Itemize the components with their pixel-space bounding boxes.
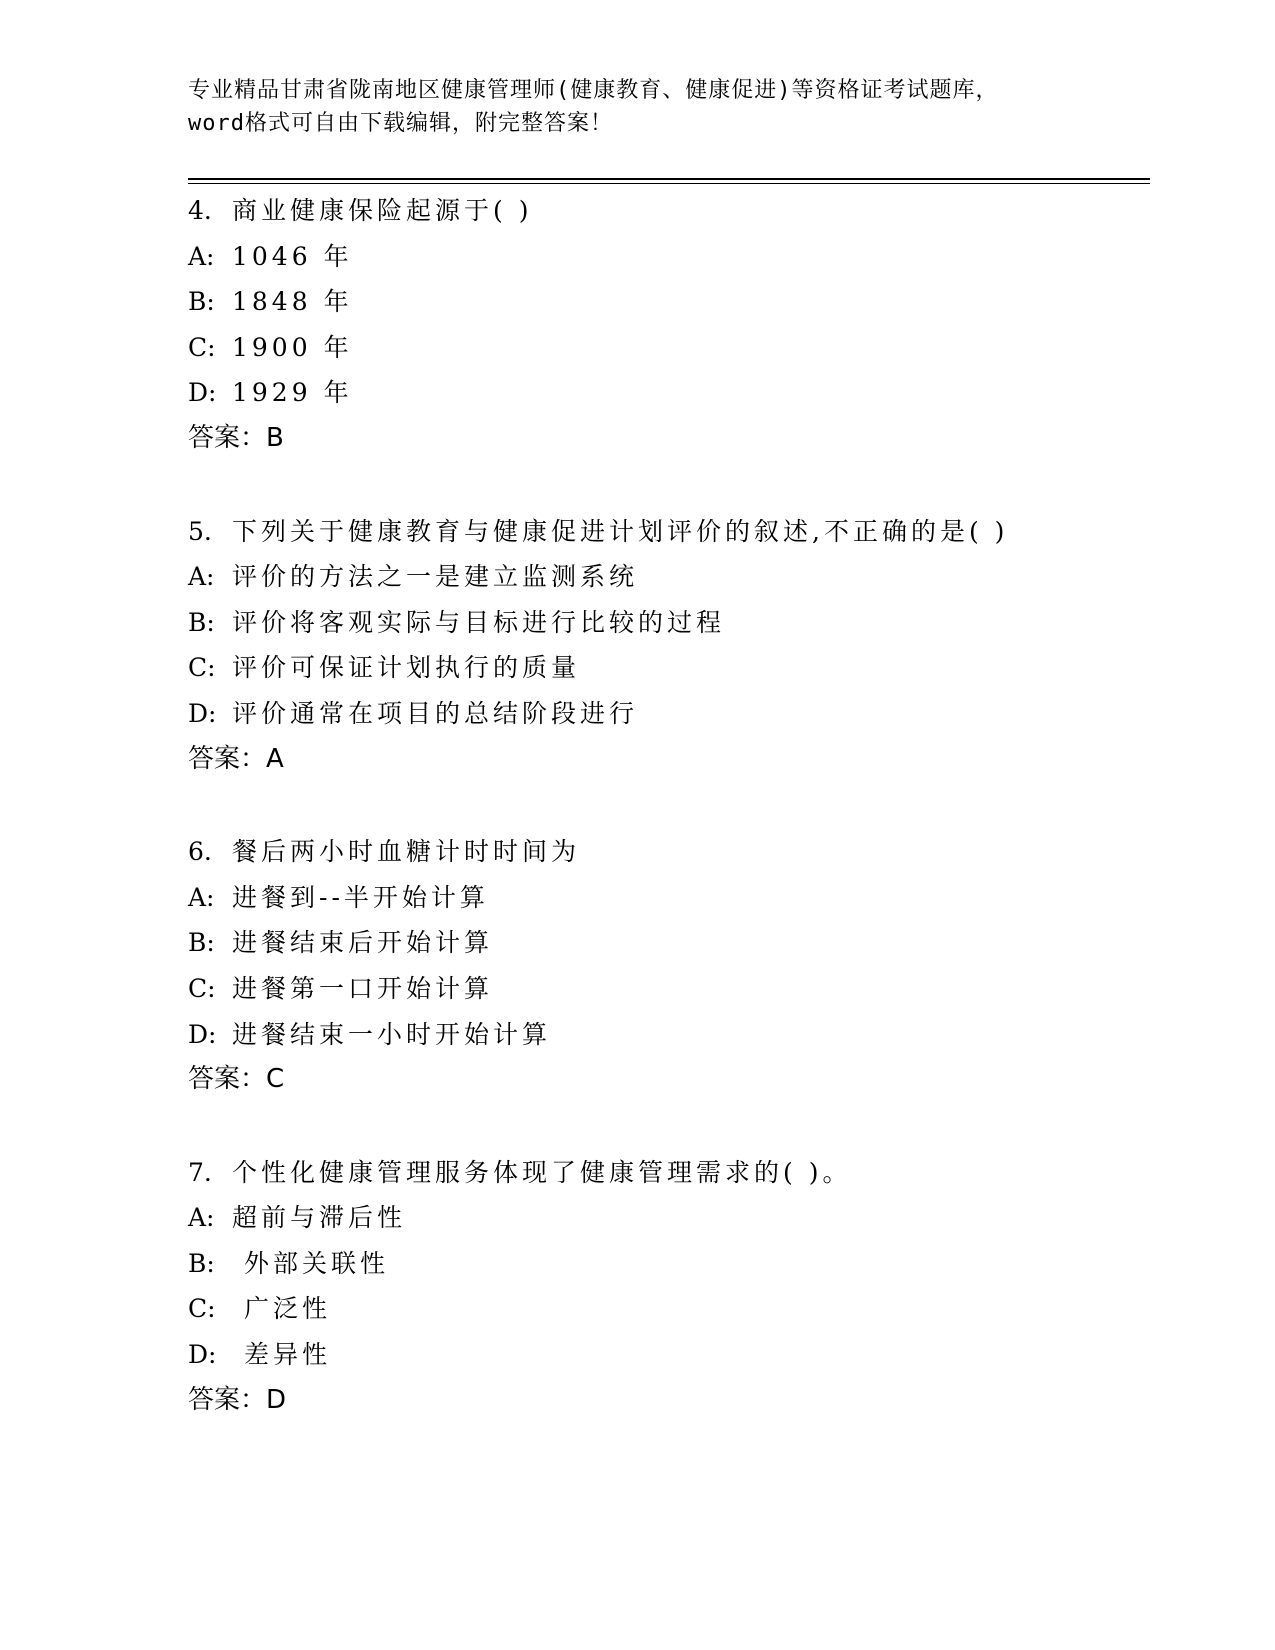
question-stem <box>188 188 1148 234</box>
question-stem <box>188 1150 1148 1196</box>
option-d <box>188 1012 1148 1058</box>
option-d <box>188 691 1148 737</box>
option-d <box>188 1332 1148 1378</box>
option-text: 差异性 <box>232 1340 331 1370</box>
option-text: 评价可保证计划执行的质量 <box>232 653 581 683</box>
option-key: D: <box>188 1019 217 1049</box>
option-text: 评价的方法之一是建立监测系统 <box>232 562 639 592</box>
question-4 <box>188 188 1148 462</box>
option-key: D: <box>188 1340 217 1370</box>
question-text: 餐后两小时血糖计时时间为 <box>232 837 581 867</box>
option-key: D: <box>188 698 217 728</box>
question-number: 7. <box>188 1157 212 1187</box>
option-key: B: <box>188 287 215 317</box>
option-key: C: <box>188 1294 216 1324</box>
option-a <box>188 554 1148 600</box>
option-key: A: <box>188 241 215 271</box>
option-b <box>188 920 1148 966</box>
answer-line: 答案：D <box>188 1384 287 1415</box>
option-b <box>188 1241 1148 1287</box>
answer-line: 答案：C <box>188 1064 285 1095</box>
question-stem <box>188 829 1148 875</box>
option-text: 评价将客观实际与目标进行比较的过程 <box>232 607 726 637</box>
option-key: A: <box>188 1203 215 1233</box>
question-number: 5. <box>188 516 212 546</box>
option-key: C: <box>188 332 216 362</box>
header-line-1: 专业精品甘肃省陇南地区健康管理师(健康教育、健康促进)等资格证考试题库， <box>188 78 999 103</box>
question-5 <box>188 509 1148 783</box>
option-text: 外部关联性 <box>232 1248 389 1278</box>
question-6 <box>188 829 1148 1103</box>
option-key: D: <box>188 378 217 408</box>
question-text: 个性化健康管理服务体现了健康管理需求的( )。 <box>232 1157 852 1187</box>
option-a <box>188 1195 1148 1241</box>
option-text: 1929 年 <box>232 378 353 408</box>
option-key: A: <box>188 562 215 592</box>
option-d <box>188 370 1148 416</box>
option-text: 1848 年 <box>232 287 353 317</box>
option-key: B: <box>188 607 215 637</box>
option-a <box>188 234 1148 280</box>
option-key: B: <box>188 928 215 958</box>
option-text: 进餐到--半开始计算 <box>232 882 489 912</box>
question-7 <box>188 1150 1148 1424</box>
option-text: 评价通常在项目的总结阶段进行 <box>232 698 639 728</box>
option-c <box>188 966 1148 1012</box>
question-number: 4. <box>188 196 212 225</box>
question-text: 商业健康保险起源于( ) <box>232 196 533 225</box>
option-a <box>188 875 1148 921</box>
option-text: 1046 年 <box>232 241 353 271</box>
option-text: 进餐结束后开始计算 <box>232 928 494 958</box>
option-c <box>188 645 1148 691</box>
answer-line: 答案：A <box>188 743 284 774</box>
document-header <box>188 74 1088 140</box>
option-b <box>188 600 1148 646</box>
option-b <box>188 279 1148 325</box>
option-key: C: <box>188 653 216 683</box>
answer-line: 答案：B <box>188 422 284 453</box>
option-text: 广泛性 <box>232 1294 331 1324</box>
header-line-2: word格式可自由下载编辑，附完整答案！ <box>188 111 613 136</box>
question-number: 6. <box>188 837 212 867</box>
option-c <box>188 1286 1148 1332</box>
option-c <box>188 325 1148 371</box>
option-key: B: <box>188 1248 215 1278</box>
option-text: 1900 年 <box>232 332 353 362</box>
header-divider-thin <box>188 183 1150 184</box>
question-text: 下列关于健康教育与健康促进计划评价的叙述,不正确的是( ) <box>232 516 1009 546</box>
option-key: C: <box>188 973 216 1003</box>
question-stem <box>188 509 1148 555</box>
question-list <box>188 188 1148 1470</box>
option-key: A: <box>188 882 215 912</box>
option-text: 超前与滞后性 <box>232 1203 407 1233</box>
option-text: 进餐第一口开始计算 <box>232 973 494 1003</box>
header-divider-thick <box>188 178 1150 180</box>
option-text: 进餐结束一小时开始计算 <box>232 1019 552 1049</box>
